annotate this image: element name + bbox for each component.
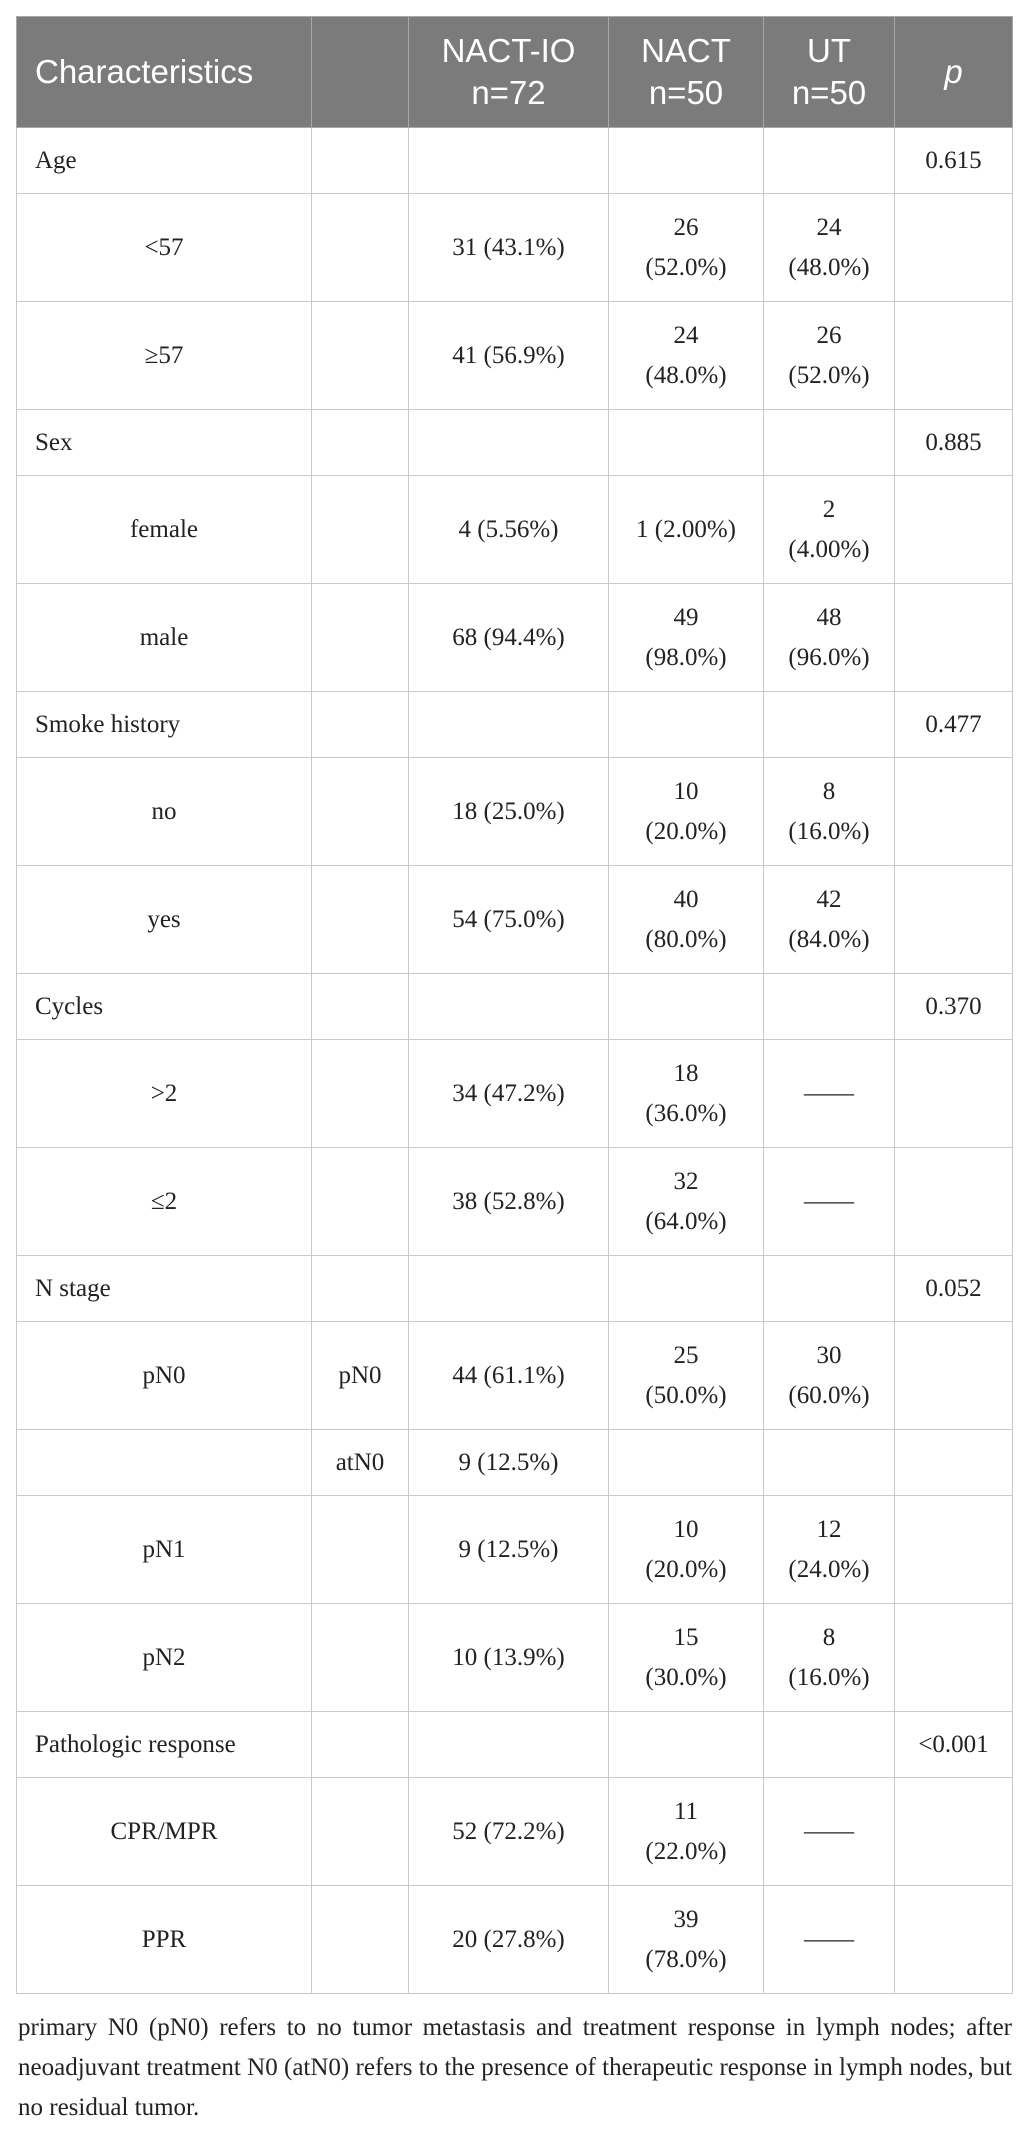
ut-value-line: ——	[804, 1925, 854, 1953]
table-row	[17, 1886, 1013, 1994]
nact-value	[609, 194, 764, 302]
table-row	[17, 302, 1013, 410]
ut-value-line: (48.0%)	[788, 253, 870, 281]
nact-value	[609, 866, 764, 974]
empty-cell	[895, 1040, 1013, 1148]
header-nact-io-n: n=72	[471, 74, 546, 111]
empty-cell	[312, 1256, 409, 1322]
ut-value	[764, 1040, 895, 1148]
nact-io-value: 44 (61.1%)	[409, 1322, 609, 1430]
nact-value-line: 39	[673, 1905, 699, 1933]
sub-stage-label	[312, 302, 409, 410]
nact-io-value: 9 (12.5%)	[409, 1496, 609, 1604]
nact-io-value: 18 (25.0%)	[409, 758, 609, 866]
empty-cell	[895, 1430, 1013, 1496]
empty-cell	[764, 974, 895, 1040]
empty-cell	[895, 1496, 1013, 1604]
ut-value	[764, 1430, 895, 1496]
empty-cell	[895, 866, 1013, 974]
header-ut-n: n=50	[791, 74, 867, 111]
nact-io-value: 38 (52.8%)	[409, 1148, 609, 1256]
ut-value	[764, 584, 895, 692]
ut-value-line: 42	[816, 885, 842, 913]
empty-cell	[895, 1322, 1013, 1430]
nact-value-line: (20.0%)	[645, 817, 727, 845]
nact-value-line: (98.0%)	[645, 643, 727, 671]
ut-value-line: (52.0%)	[788, 361, 870, 389]
subcategory-label: PPR	[17, 1886, 312, 1994]
ut-value	[764, 302, 895, 410]
subcategory-label: >2	[17, 1040, 312, 1148]
category-row	[17, 1712, 1013, 1778]
nact-value-line: 24	[673, 321, 699, 349]
nact-value-line: (22.0%)	[645, 1837, 727, 1865]
ut-value-line: (16.0%)	[788, 817, 870, 845]
nact-io-value: 54 (75.0%)	[409, 866, 609, 974]
subcategory-label: <57	[17, 194, 312, 302]
nact-value	[609, 1778, 764, 1886]
sub-stage-label: pN0	[312, 1322, 409, 1430]
nact-value	[609, 1322, 764, 1430]
sub-stage-label	[312, 1778, 409, 1886]
nact-value-line: 10	[673, 777, 699, 805]
nact-io-value: 10 (13.9%)	[409, 1604, 609, 1712]
category-label: Age	[17, 128, 312, 194]
subcategory-label: male	[17, 584, 312, 692]
table-body	[17, 128, 1013, 1994]
nact-value	[609, 758, 764, 866]
ut-value-line: (4.00%)	[788, 535, 870, 563]
header-nact	[609, 17, 764, 128]
subcategory-label: pN2	[17, 1604, 312, 1712]
p-value: <0.001	[895, 1712, 1013, 1778]
sub-stage-label: atN0	[312, 1430, 409, 1496]
nact-value-line: (52.0%)	[645, 253, 727, 281]
nact-value	[609, 1496, 764, 1604]
empty-cell	[312, 974, 409, 1040]
ut-value	[764, 1604, 895, 1712]
table-row	[17, 194, 1013, 302]
nact-value-line: 10	[673, 1515, 699, 1543]
nact-io-value: 31 (43.1%)	[409, 194, 609, 302]
subcategory-label: pN1	[17, 1496, 312, 1604]
ut-value-line: ——	[804, 1079, 854, 1107]
empty-cell	[312, 410, 409, 476]
nact-value-line: (20.0%)	[645, 1555, 727, 1583]
empty-cell	[609, 1256, 764, 1322]
empty-cell	[895, 476, 1013, 584]
empty-cell	[764, 1712, 895, 1778]
nact-value-line: 15	[673, 1623, 699, 1651]
header-row	[17, 17, 1013, 128]
sub-stage-label	[312, 1148, 409, 1256]
nact-value-line: (78.0%)	[645, 1945, 727, 1973]
empty-cell	[895, 194, 1013, 302]
subcategory-label	[17, 1430, 312, 1496]
nact-value	[609, 1148, 764, 1256]
empty-cell	[312, 128, 409, 194]
ut-value	[764, 866, 895, 974]
empty-cell	[609, 1712, 764, 1778]
category-label: Sex	[17, 410, 312, 476]
category-row	[17, 692, 1013, 758]
sub-stage-label	[312, 584, 409, 692]
ut-value-line: ——	[804, 1187, 854, 1215]
nact-value-line: 18	[673, 1059, 699, 1087]
nact-value-line: (48.0%)	[645, 361, 727, 389]
sub-stage-label	[312, 476, 409, 584]
empty-cell	[409, 128, 609, 194]
table-row	[17, 758, 1013, 866]
nact-value-line: (50.0%)	[645, 1381, 727, 1409]
p-value: 0.052	[895, 1256, 1013, 1322]
sub-stage-label	[312, 866, 409, 974]
nact-io-value: 68 (94.4%)	[409, 584, 609, 692]
ut-value	[764, 1778, 895, 1886]
header-ut-name: UT	[807, 32, 851, 69]
table-footnote: primary N0 (pN0) refers to no tumor metastasis and treatment response in lymph nodes; after neoadjuvant treatment N0 (atN0) refers to the presence of therapeutic response in lymph nodes, but no residual tumor.	[18, 2014, 1012, 2121]
nact-value-line: (36.0%)	[645, 1099, 727, 1127]
header-nact-io-name: NACT-IO	[441, 32, 576, 69]
empty-cell	[764, 1256, 895, 1322]
nact-value-line: 49	[673, 603, 699, 631]
sub-stage-label	[312, 758, 409, 866]
table-row	[17, 1778, 1013, 1886]
table-row	[17, 1430, 1013, 1496]
table-row	[17, 1040, 1013, 1148]
nact-value	[609, 1430, 764, 1496]
table-row	[17, 584, 1013, 692]
header-characteristics: Characteristics	[17, 17, 312, 128]
subcategory-label: female	[17, 476, 312, 584]
category-label: Smoke history	[17, 692, 312, 758]
ut-value	[764, 758, 895, 866]
ut-value-line: 30	[816, 1341, 842, 1369]
nact-value	[609, 302, 764, 410]
empty-cell	[895, 1886, 1013, 1994]
ut-value-line: (16.0%)	[788, 1663, 870, 1691]
empty-cell	[409, 410, 609, 476]
table-row	[17, 866, 1013, 974]
ut-value-line: 8	[822, 1623, 836, 1651]
p-value: 0.885	[895, 410, 1013, 476]
ut-value	[764, 1148, 895, 1256]
table-container	[16, 16, 1012, 2128]
nact-value	[609, 584, 764, 692]
nact-value-line: 1 (2.00%)	[636, 515, 736, 543]
ut-value-line: 2	[822, 495, 836, 523]
ut-value	[764, 1322, 895, 1430]
subcategory-label: yes	[17, 866, 312, 974]
category-row	[17, 128, 1013, 194]
subcategory-label: CPR/MPR	[17, 1778, 312, 1886]
nact-io-value: 41 (56.9%)	[409, 302, 609, 410]
nact-value	[609, 1886, 764, 1994]
nact-value-line: 40	[673, 885, 699, 913]
category-row	[17, 974, 1013, 1040]
ut-value-line: 8	[822, 777, 836, 805]
empty-cell	[609, 410, 764, 476]
category-label: Pathologic response	[17, 1712, 312, 1778]
empty-cell	[764, 410, 895, 476]
table-row	[17, 1322, 1013, 1430]
table-row	[17, 476, 1013, 584]
sub-stage-label	[312, 1496, 409, 1604]
empty-cell	[895, 584, 1013, 692]
ut-value	[764, 476, 895, 584]
nact-value-line: (30.0%)	[645, 1663, 727, 1691]
subcategory-label: pN0	[17, 1322, 312, 1430]
empty-cell	[895, 1778, 1013, 1886]
table-row	[17, 1148, 1013, 1256]
category-label: N stage	[17, 1256, 312, 1322]
header-nact-name: NACT	[641, 32, 731, 69]
subcategory-label: ≥57	[17, 302, 312, 410]
nact-value	[609, 1040, 764, 1148]
header-ut	[764, 17, 895, 128]
empty-cell	[312, 692, 409, 758]
ut-value-line: 48	[816, 603, 842, 631]
header-sub	[312, 17, 409, 128]
header-nact-n: n=50	[648, 74, 724, 111]
nact-io-value: 20 (27.8%)	[409, 1886, 609, 1994]
ut-value	[764, 1886, 895, 1994]
empty-cell	[409, 692, 609, 758]
p-value: 0.370	[895, 974, 1013, 1040]
nact-value-line: 26	[673, 213, 699, 241]
empty-cell	[409, 974, 609, 1040]
header-p-value: p	[895, 17, 1013, 128]
nact-io-value: 4 (5.56%)	[409, 476, 609, 584]
empty-cell	[895, 1148, 1013, 1256]
empty-cell	[409, 1256, 609, 1322]
empty-cell	[609, 128, 764, 194]
nact-io-value: 34 (47.2%)	[409, 1040, 609, 1148]
p-value: 0.477	[895, 692, 1013, 758]
nact-value-line: 11	[673, 1797, 699, 1825]
nact-value-line: (64.0%)	[645, 1207, 727, 1235]
ut-value-line: (96.0%)	[788, 643, 870, 671]
nact-value-line: (80.0%)	[645, 925, 727, 953]
empty-cell	[895, 758, 1013, 866]
sub-stage-label	[312, 194, 409, 302]
category-row	[17, 410, 1013, 476]
nact-io-value: 52 (72.2%)	[409, 1778, 609, 1886]
header-nact-io	[409, 17, 609, 128]
empty-cell	[409, 1712, 609, 1778]
empty-cell	[764, 692, 895, 758]
p-value: 0.615	[895, 128, 1013, 194]
subcategory-label: ≤2	[17, 1148, 312, 1256]
ut-value-line: (60.0%)	[788, 1381, 870, 1409]
category-row	[17, 1256, 1013, 1322]
nact-value	[609, 476, 764, 584]
ut-value-line: ——	[804, 1817, 854, 1845]
empty-cell	[764, 128, 895, 194]
empty-cell	[312, 1712, 409, 1778]
subcategory-label: no	[17, 758, 312, 866]
table-row	[17, 1604, 1013, 1712]
empty-cell	[609, 974, 764, 1040]
nact-value-line: 32	[673, 1167, 699, 1195]
nact-io-value: 9 (12.5%)	[409, 1430, 609, 1496]
empty-cell	[895, 302, 1013, 410]
nact-value-line: 25	[673, 1341, 699, 1369]
sub-stage-label	[312, 1040, 409, 1148]
empty-cell	[895, 1604, 1013, 1712]
sub-stage-label	[312, 1886, 409, 1994]
ut-value	[764, 194, 895, 302]
ut-value-line: 26	[816, 321, 842, 349]
characteristics-table	[16, 16, 1013, 1994]
nact-value	[609, 1604, 764, 1712]
ut-value-line: 24	[816, 213, 842, 241]
ut-value-line: (24.0%)	[788, 1555, 870, 1583]
ut-value-line: (84.0%)	[788, 925, 870, 953]
ut-value-line: 12	[816, 1515, 842, 1543]
table-row	[17, 1496, 1013, 1604]
category-label: Cycles	[17, 974, 312, 1040]
sub-stage-label	[312, 1604, 409, 1712]
ut-value	[764, 1496, 895, 1604]
empty-cell	[609, 692, 764, 758]
